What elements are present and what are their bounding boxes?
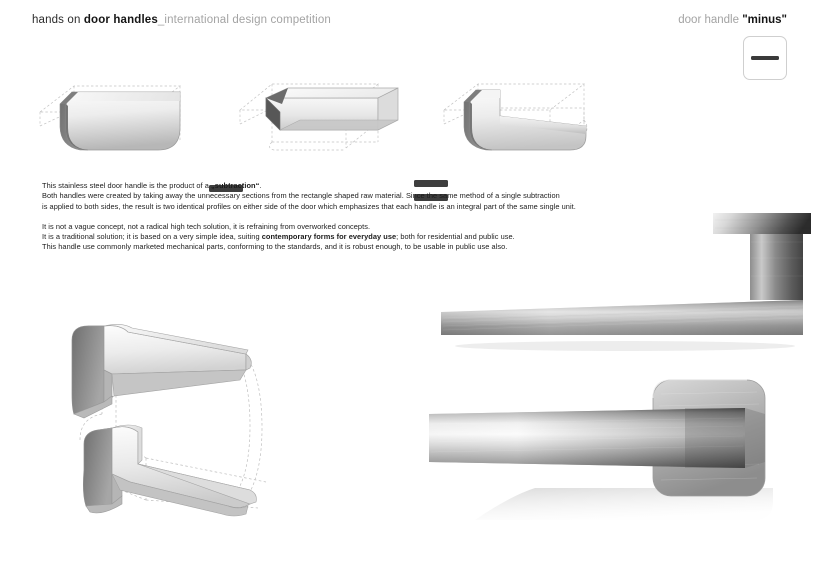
handle-name: "minus" <box>742 14 787 26</box>
header-title-strong: door handles <box>83 14 158 26</box>
p1l1-a: This stainless steel door handle is the product of a <box>42 181 212 190</box>
p1l1-c: . <box>259 181 262 190</box>
handle-front-perspective-render <box>415 370 815 565</box>
paragraph-1-line-2: Both handles were created by taking away the unnecessary sections from the rectangle shaped raw material. Since the same method of a single subtraction <box>42 191 560 201</box>
equation-figure-raw-blank <box>30 70 220 162</box>
handle-name-prefix: door handle <box>678 14 743 26</box>
p2l2-a: It is a traditional solution; it is based on a very simple idea, suiting <box>42 232 262 242</box>
paired-handle-wireframe-drawing <box>50 318 300 538</box>
header-subtitle: _international design competition <box>157 14 331 26</box>
equation-figure-result-handle <box>434 70 624 162</box>
p1l1-bold: „subtraction“ <box>211 181 260 190</box>
page-header-right <box>678 14 787 26</box>
subtraction-equation-diagram <box>0 70 818 162</box>
p2l2-bold: contemporary forms for everyday use <box>261 232 397 242</box>
handle-side-view-render <box>415 200 815 375</box>
p2l2-c: ; both for residential and public use. <box>396 232 515 242</box>
equation-figure-subtracted-block <box>232 70 417 162</box>
paragraph-1-line-3: is applied to both sides, the result is two identical profiles on either side of the door which emphasizes that each handle is an integral part of the same single unit. <box>42 201 576 211</box>
header-title-prefix: hands on <box>32 14 84 26</box>
minus-icon <box>751 56 779 60</box>
paragraph-2-line-1: It is not a vague concept, not a radical high tech solution, it is refraining from overworked concepts. <box>42 221 371 231</box>
paragraph-2-line-3: This handle use commonly marketed mechanical parts, conforming to the standards, and it is robust enough, to be usable in public use also. <box>42 242 508 252</box>
paragraph-1-line-1 <box>42 181 682 191</box>
page-header-left <box>32 14 331 26</box>
